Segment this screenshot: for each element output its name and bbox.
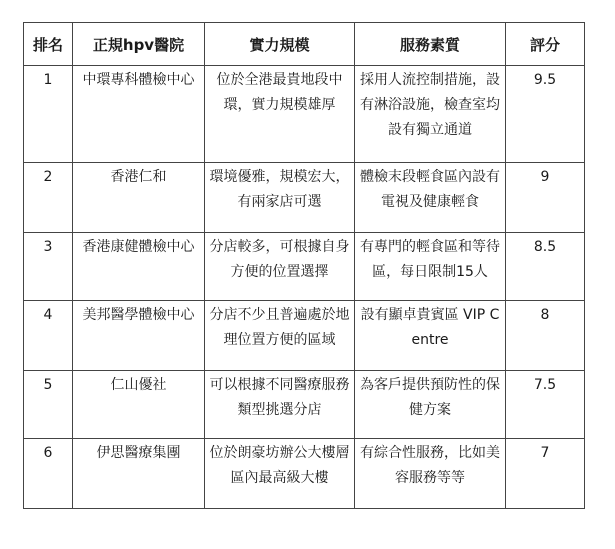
- header-score: 評分: [506, 23, 585, 66]
- service-cell: 有專門的輕食區和等待區，每日限制15人: [355, 233, 506, 301]
- strength-cell: 分店不少且普遍處於地理位置方便的區域: [205, 301, 355, 371]
- service-cell: 有綜合性服務，比如美容服務等等: [355, 439, 506, 509]
- table-row: [24, 371, 585, 439]
- ranking-table-container: [23, 22, 585, 509]
- strength-cell: 位於全港最貴地段中環，實力規模雄厚: [205, 66, 355, 163]
- clinic-cell: 香港康健體檢中心: [73, 233, 205, 301]
- clinic-cell: 中環專科體檢中心: [73, 66, 205, 163]
- rank-cell: 1: [24, 66, 73, 163]
- clinic-cell: 香港仁和: [73, 163, 205, 233]
- strength-cell: 位於朗豪坊辦公大樓層區內最高級大樓: [205, 439, 355, 509]
- header-service: 服務素質: [355, 23, 506, 66]
- table-row: [24, 301, 585, 371]
- strength-cell: 分店較多，可根據自身方便的位置選擇: [205, 233, 355, 301]
- rank-cell: 2: [24, 163, 73, 233]
- service-cell: 採用人流控制措施，設有淋浴設施，檢查室均設有獨立通道: [355, 66, 506, 163]
- header-strength: 實力規模: [205, 23, 355, 66]
- hpv-clinic-ranking-table: [23, 22, 585, 509]
- table-row: [24, 233, 585, 301]
- strength-cell: 環境優雅，規模宏大，有兩家店可選: [205, 163, 355, 233]
- rank-cell: 4: [24, 301, 73, 371]
- score-cell: 9: [506, 163, 585, 233]
- strength-cell: 可以根據不同醫療服務類型挑選分店: [205, 371, 355, 439]
- rank-cell: 6: [24, 439, 73, 509]
- table-row: [24, 163, 585, 233]
- score-cell: 8: [506, 301, 585, 371]
- table-header-row: [24, 23, 585, 66]
- clinic-cell: 伊思醫療集團: [73, 439, 205, 509]
- header-clinic: 正規hpv醫院: [73, 23, 205, 66]
- clinic-cell: 仁山優社: [73, 371, 205, 439]
- service-cell: 設有顯卓貴賓區 VIP Centre: [355, 301, 506, 371]
- table-row: [24, 66, 585, 163]
- service-cell: 體檢末段輕食區內設有電視及健康輕食: [355, 163, 506, 233]
- score-cell: 7.5: [506, 371, 585, 439]
- rank-cell: 5: [24, 371, 73, 439]
- score-cell: 8.5: [506, 233, 585, 301]
- table-row: [24, 439, 585, 509]
- service-cell: 為客戶提供預防性的保健方案: [355, 371, 506, 439]
- rank-cell: 3: [24, 233, 73, 301]
- score-cell: 9.5: [506, 66, 585, 163]
- clinic-cell: 美邦醫學體檢中心: [73, 301, 205, 371]
- header-rank: 排名: [24, 23, 73, 66]
- score-cell: 7: [506, 439, 585, 509]
